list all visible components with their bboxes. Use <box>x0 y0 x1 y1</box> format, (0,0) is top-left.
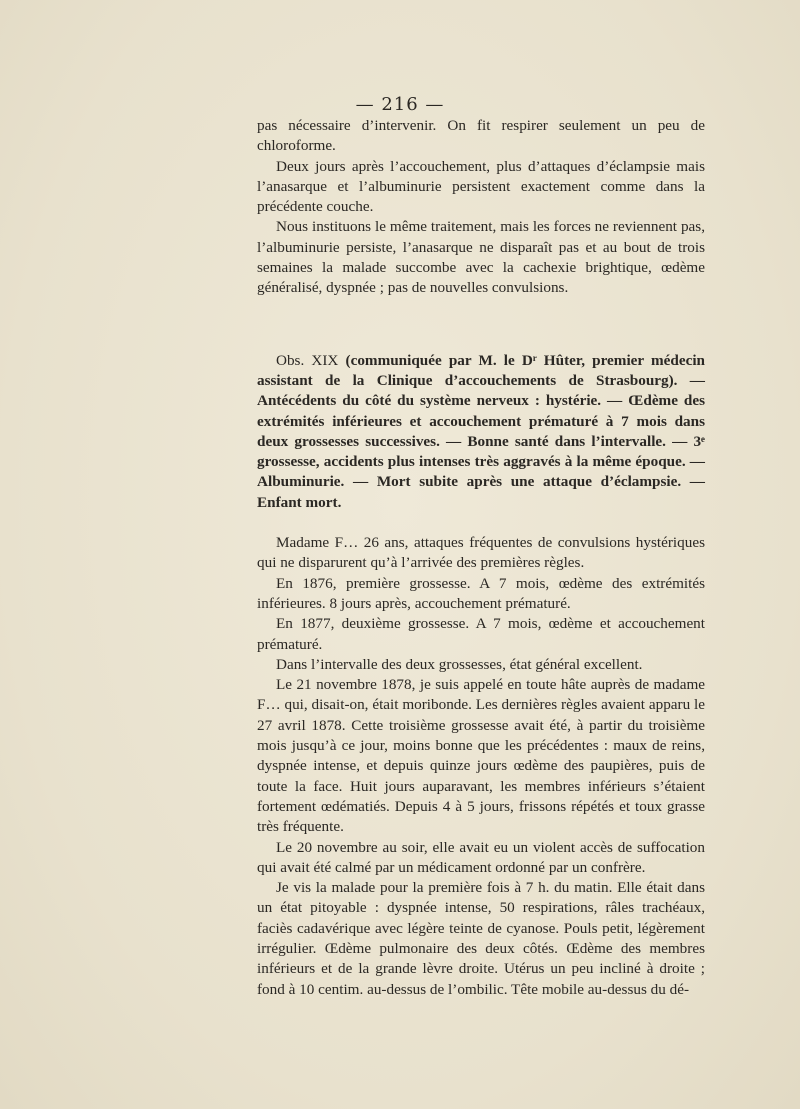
section-gap <box>257 299 705 351</box>
page-number: — 216 — <box>355 94 445 115</box>
section-gap-2 <box>257 513 705 533</box>
paragraph-8: Le 21 novembre 1878, je suis appelé en toute hâte auprès de madame F… qui, disait-on, était moribonde. Les dernières règles avaient apparu le 27 avril 1878. Cette troisième grossesse avait été, à partir du troisième mois jusqu’à ce jour, moins bonne que les précédentes : maux de reins, dyspnée intense, et depuis quinze jours œdème des paupières, puis de toute la face. Huit jours auparavant, les membres inférieurs s’étaient fortement œdématiés. Depuis 4 à 5 jours, frissons répétés et toux grasse très fréquente. <box>257 676 705 836</box>
paragraph-2: Deux jours après l’accouchement, plus d’attaques d’éclampsie mais l’anasarque et l’albuminurie persistent exactement comme dans la précédente couche. <box>257 157 705 216</box>
paragraph-1: pas nécessaire d’intervenir. On fit respirer seulement un peu de chloroforme. <box>257 117 705 155</box>
observation-label: Obs. XIX <box>276 351 339 369</box>
paragraph-9: Le 20 novembre au soir, elle avait eu un violent accès de suffocation qui avait été calmé par un médicament ordonné par un confrère. <box>257 838 705 876</box>
paragraph-7: Dans l’intervalle des deux grossesses, état général excellent. <box>276 655 643 673</box>
paragraph-4: Madame F… 26 ans, attaques fréquentes de convulsions hystériques qui ne disparurent qu’à l’arrivée des premières règles. <box>257 534 705 572</box>
body-text <box>257 116 705 1000</box>
paragraph-3: Nous instituons le même traitement, mais les forces ne reviennent pas, l’albuminurie persiste, l’anasarque ne disparaît pas et au bout de trois semaines la malade succombe avec la cachexie brightique, œdème généralisé, dyspnée ; pas de nouvelles convulsions. <box>257 218 705 297</box>
paragraph-10: Je vis la malade pour la première fois à 7 h. du matin. Elle était dans un état pitoyable : dyspnée intense, 50 respirations, râles trachéaux, faciès cadavérique avec légère teinte de cyanose. Pouls petit, légèrement irrégulier. Œdème pulmonaire des deux côtés. Œdème des membres inférieurs et de la grande lèvre droite. Utérus un peu incliné à droite ; fond à 10 centim. au-dessus de l’ombilic. Tête mobile au-dessus du dé- <box>257 879 705 998</box>
paragraph-5: En 1876, première grossesse. A 7 mois, œdème des extrémités inférieures. 8 jours après, accouchement prématuré. <box>257 574 705 612</box>
paragraph-6: En 1877, deuxième grossesse. A 7 mois, œdème et accouchement prématuré. <box>257 615 705 653</box>
observation-heading <box>257 351 705 513</box>
observation-summary: (communiquée par M. le Dʳ Hûter, premier médecin assistant de la Clinique d’accouchements de Strasbourg). — Antécédents du côté du système nerveux : hystérie. — Œdème des extrémités inférieures et accouchement prématuré à 7 mois dans deux grossesses successives. — Bonne santé dans l’intervalle. — 3ᵉ grossesse, accidents plus intenses très aggravés à la même époque. — Albuminurie. — Mort subite après une attaque d’éclampsie. — Enfant mort. <box>257 351 705 511</box>
